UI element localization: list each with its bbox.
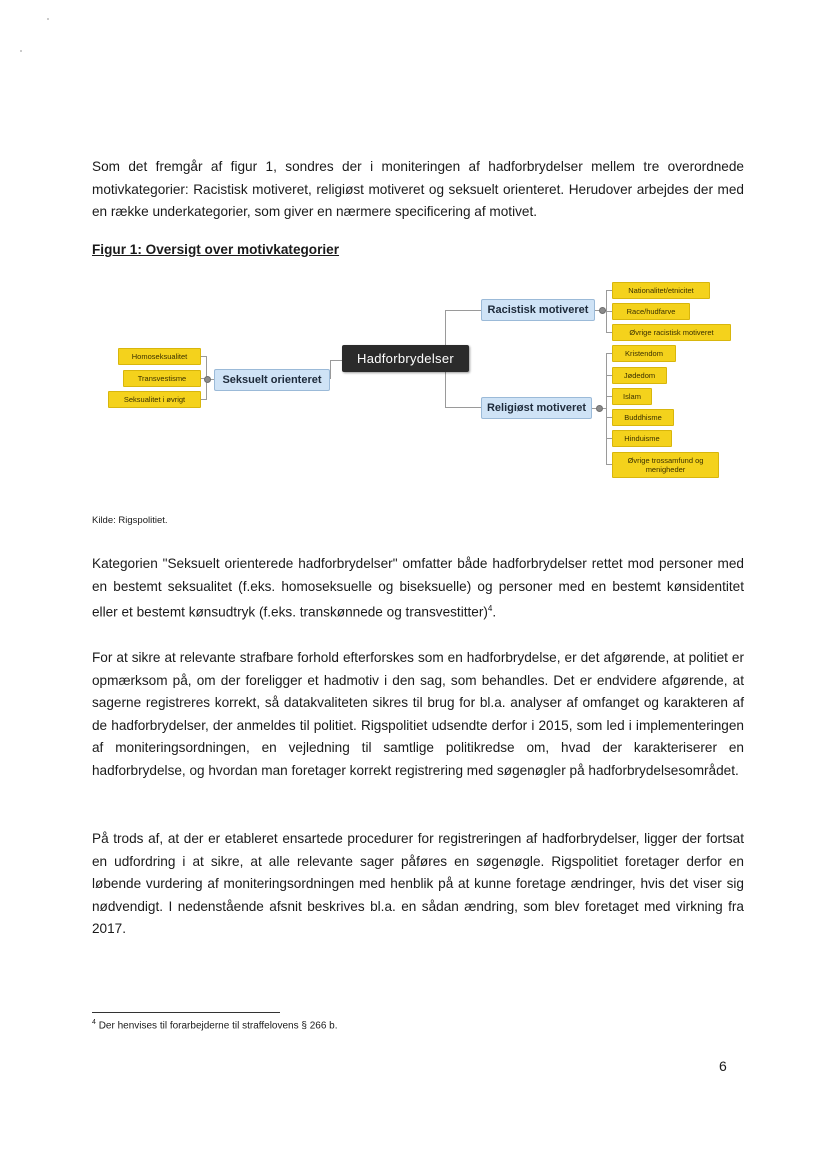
body-paragraph: På trods af, at der er etableret ensartede procedurer for registreringen af hadforbrydelser, ligger der fortsat en udfordring i at sikre, at alle relevante sager påføres en søgenøgle. Rigspolitiet foretager derfor en løbende vurdering af moniteringsordningen med henblik på at kunne foretage ændringer, hvis det viser sig nødvendigt. I nedenstående afsnit beskrives bl.a. en sådan ændring, som blev foretaget med virkning fra 2017. [92, 831, 744, 936]
connector [445, 310, 481, 311]
body-paragraph: For at sikre at relevante strafbare forhold efterforskes som en hadforbrydelse, er det afgørende, at politiet er opmærksom på, om der foreligger et hadmotiv i den sag, som behandles. Det er endvidere afgørende, at sagerne registreres korrekt, så datakvaliteten sikres til brug for bl.a. analyser af omfanget og karakteren af de hadforbrydelser, der anmeldes til politiet. Rigspolitiet udsendte derfor i 2015, som led i implementeringen af moniteringsordningen, en vejledning til samtlige politikredse om, hvad der karakteriserer en hadforbrydelse, og hvordan man foretager korrekt registrering med søgenøgler på hadforbrydelsesområdet. [92, 650, 744, 778]
leaf-christianity: Kristendom [612, 345, 676, 362]
connector [606, 290, 607, 333]
leaf-islam: Islam [612, 388, 652, 405]
connector [606, 396, 612, 397]
connector [606, 311, 612, 312]
figure-source: Kilde: Rigspolitiet. [92, 515, 168, 526]
leaf-judaism: Jødedom [612, 367, 667, 384]
leaf-transvestism: Transvestisme [123, 370, 201, 387]
connector [606, 438, 612, 439]
scan-speck [20, 50, 22, 52]
connector [592, 408, 607, 409]
connector [445, 407, 481, 408]
branch-node [596, 405, 603, 412]
leaf-other-racist: Øvrige racistisk motiveret [612, 324, 731, 341]
connector [206, 356, 207, 400]
figure-title: Figur 1: Oversigt over motivkategorier [92, 242, 340, 257]
category-racist: Racistisk motiveret [481, 299, 595, 321]
connector [606, 290, 612, 291]
leaf-homosexuality: Homoseksualitet [118, 348, 201, 365]
footnote-number: 4 [92, 1019, 96, 1026]
branch-node [204, 376, 211, 383]
footnote [92, 1019, 338, 1031]
branch-node [599, 307, 606, 314]
paragraph-text: Kategorien "Seksuelt orienterede hadforbrydelser" omfatter både hadforbrydelser rettet mod personer med en bestemt seksualitet (f.eks. homoseksuelle og biseksuelle) og personer med en bestemt kønsidentitet eller et bestemt kønsudtryk (f.eks. transkønnede og transvestitter) [92, 556, 744, 620]
footnote-text: Der henvises til forarbejderne til straffelovens § 266 b. [98, 1020, 338, 1032]
connector [330, 360, 342, 361]
connector [595, 310, 607, 311]
leaf-buddhism: Buddhisme [612, 409, 674, 426]
footnote-reference[interactable]: 4 [487, 604, 493, 613]
connector [606, 353, 607, 465]
connector [606, 332, 612, 333]
connector [201, 356, 207, 357]
connector [201, 399, 207, 400]
category-sexual: Seksuelt orienteret [214, 369, 330, 391]
connector [606, 417, 612, 418]
connector [606, 353, 612, 354]
page-number: 6 [719, 1058, 727, 1074]
connector [445, 372, 446, 407]
root-node-hadforbrydelser: Hadforbrydelser [342, 345, 469, 372]
connector [206, 379, 214, 380]
connector [201, 378, 207, 379]
leaf-nationality: Nationalitet/etnicitet [612, 282, 710, 299]
leaf-hinduism: Hinduisme [612, 430, 672, 447]
leaf-sexuality-other: Seksualitet i øvrigt [108, 391, 201, 408]
body-paragraph [92, 553, 744, 624]
intro-paragraph: Som det fremgår af figur 1, sondres der i moniteringen af hadforbrydelser mellem tre overordnede motivkategorier: Racistisk motiveret, religiøst motiveret og seksuelt orienteret. Herudover arbejdes der med en række underkategorier, som giver en nærmere specificering af motivet. [92, 159, 744, 219]
connector [606, 375, 612, 376]
connector [606, 464, 612, 465]
paragraph-end: . [492, 604, 497, 620]
footnote-divider [92, 1012, 280, 1013]
connector [445, 310, 446, 345]
category-religious: Religiøst motiveret [481, 397, 592, 419]
connector [330, 360, 331, 379]
leaf-race: Race/hudfarve [612, 303, 690, 320]
scan-speck [47, 18, 49, 20]
leaf-other-religious: Øvrige trossamfund og menigheder [612, 452, 719, 478]
